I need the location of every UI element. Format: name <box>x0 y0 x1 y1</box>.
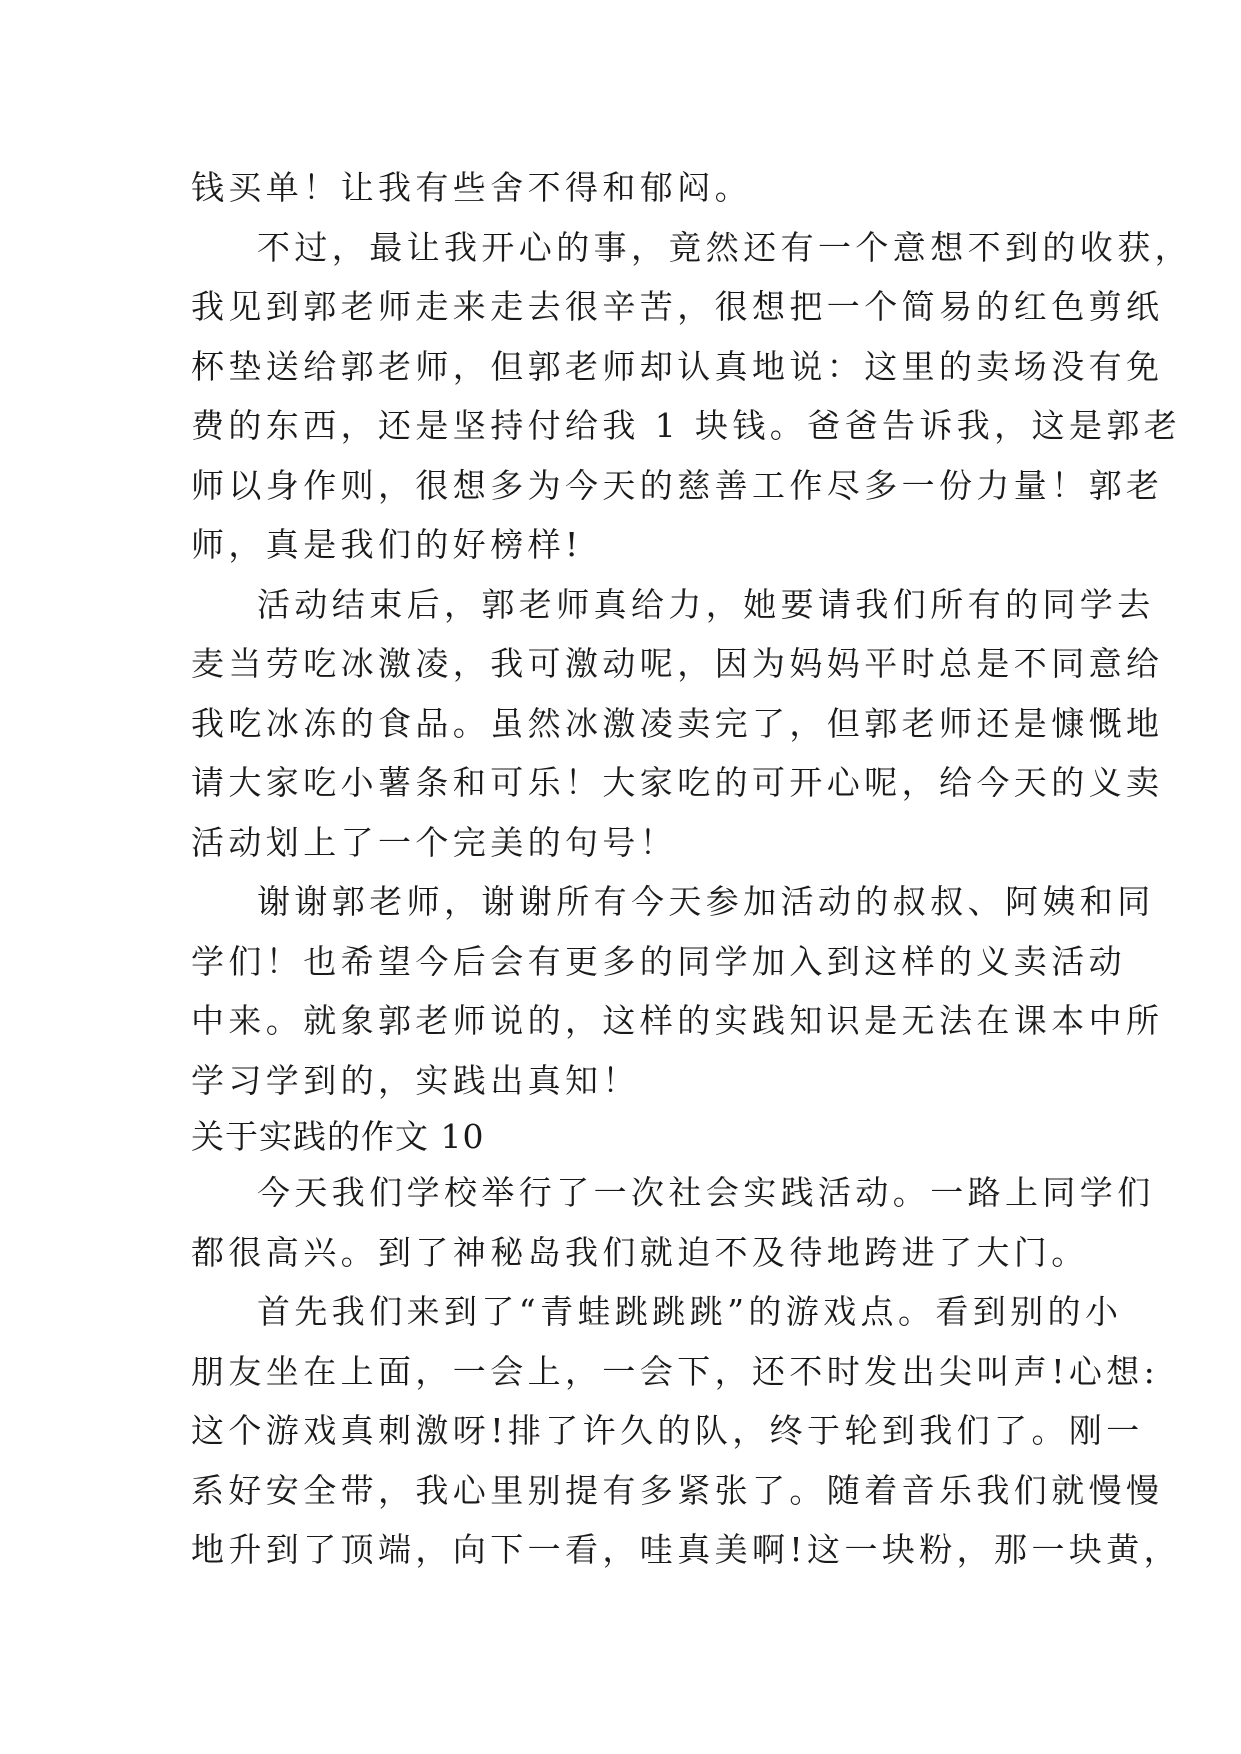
paragraph-first-line: 谢谢郭老师，谢谢所有今天参加活动的叔叔、阿姨和同 <box>257 882 1155 921</box>
paragraph-line: 麦当劳吃冰激凌，我可激动呢，因为妈妈平时总是不同意给 <box>191 644 1164 683</box>
paragraph-line: 学们！也希望今后会有更多的同学加入到这样的义卖活动 <box>191 941 1126 981</box>
paragraph-line: 中来。就象郭老师说的，这样的实践知识是无法在课本中所 <box>191 1001 1164 1040</box>
paragraph-line: 费的东西，还是坚持付给我 1 块钱。爸爸告诉我，这是郭老 <box>191 406 1182 445</box>
paragraph-line: 我见到郭老师走来走去很辛苦，很想把一个简易的红色剪纸 <box>191 287 1164 326</box>
paragraph-first-line: 首先我们来到了“青蛙跳跳跳”的游戏点。看到别的小 <box>257 1292 1123 1331</box>
paragraph-first-line: 今天我们学校举行了一次社会实践活动。一路上同学们 <box>257 1173 1155 1212</box>
paragraph-line: 系好安全带，我心里别提有多紧张了。随着音乐我们就慢慢 <box>191 1470 1164 1510</box>
paragraph-line: 地升到了顶端，向下一看，哇真美啊!这一块粉，那一块黄， <box>191 1530 1182 1569</box>
paragraph-first-line: 不过，最让我开心的事，竟然还有一个意想不到的收获， <box>257 227 1192 267</box>
paragraph-line: 师以身作则，很想多为今天的慈善工作尽多一份力量！郭老 <box>191 465 1164 505</box>
paragraph-line: 杯垫送给郭老师，但郭老师却认真地说：这里的卖场没有免 <box>191 346 1164 386</box>
paragraph-first-line: 活动结束后，郭老师真给力，她要请我们所有的同学去 <box>257 584 1155 624</box>
paragraph-line: 钱买单！让我有些舍不得和郁闷。 <box>191 168 752 207</box>
paragraph-line: 我吃冰冻的食品。虽然冰激凌卖完了，但郭老师还是慷慨地 <box>191 703 1164 743</box>
paragraph-line: 这个游戏真刺激呀!排了许久的队，终于轮到我们了。刚一 <box>191 1411 1144 1450</box>
paragraph-line: 朋友坐在上面，一会上，一会下，还不时发出尖叫声!心想: <box>191 1351 1160 1391</box>
paragraph-line: 师，真是我们的好榜样! <box>191 525 583 564</box>
paragraph-line: 活动划上了一个完美的句号！ <box>191 822 678 862</box>
paragraph-line: 请大家吃小薯条和可乐！大家吃的可开心呢，给今天的义卖 <box>191 763 1164 802</box>
section-heading: 关于实践的作文 10 <box>191 1117 485 1156</box>
paragraph-line: 都很高兴。到了神秘岛我们就迫不及待地跨进了大门。 <box>191 1232 1089 1272</box>
paragraph-line: 学习学到的，实践出真知！ <box>191 1060 640 1100</box>
essay-body <box>191 158 1192 1580</box>
